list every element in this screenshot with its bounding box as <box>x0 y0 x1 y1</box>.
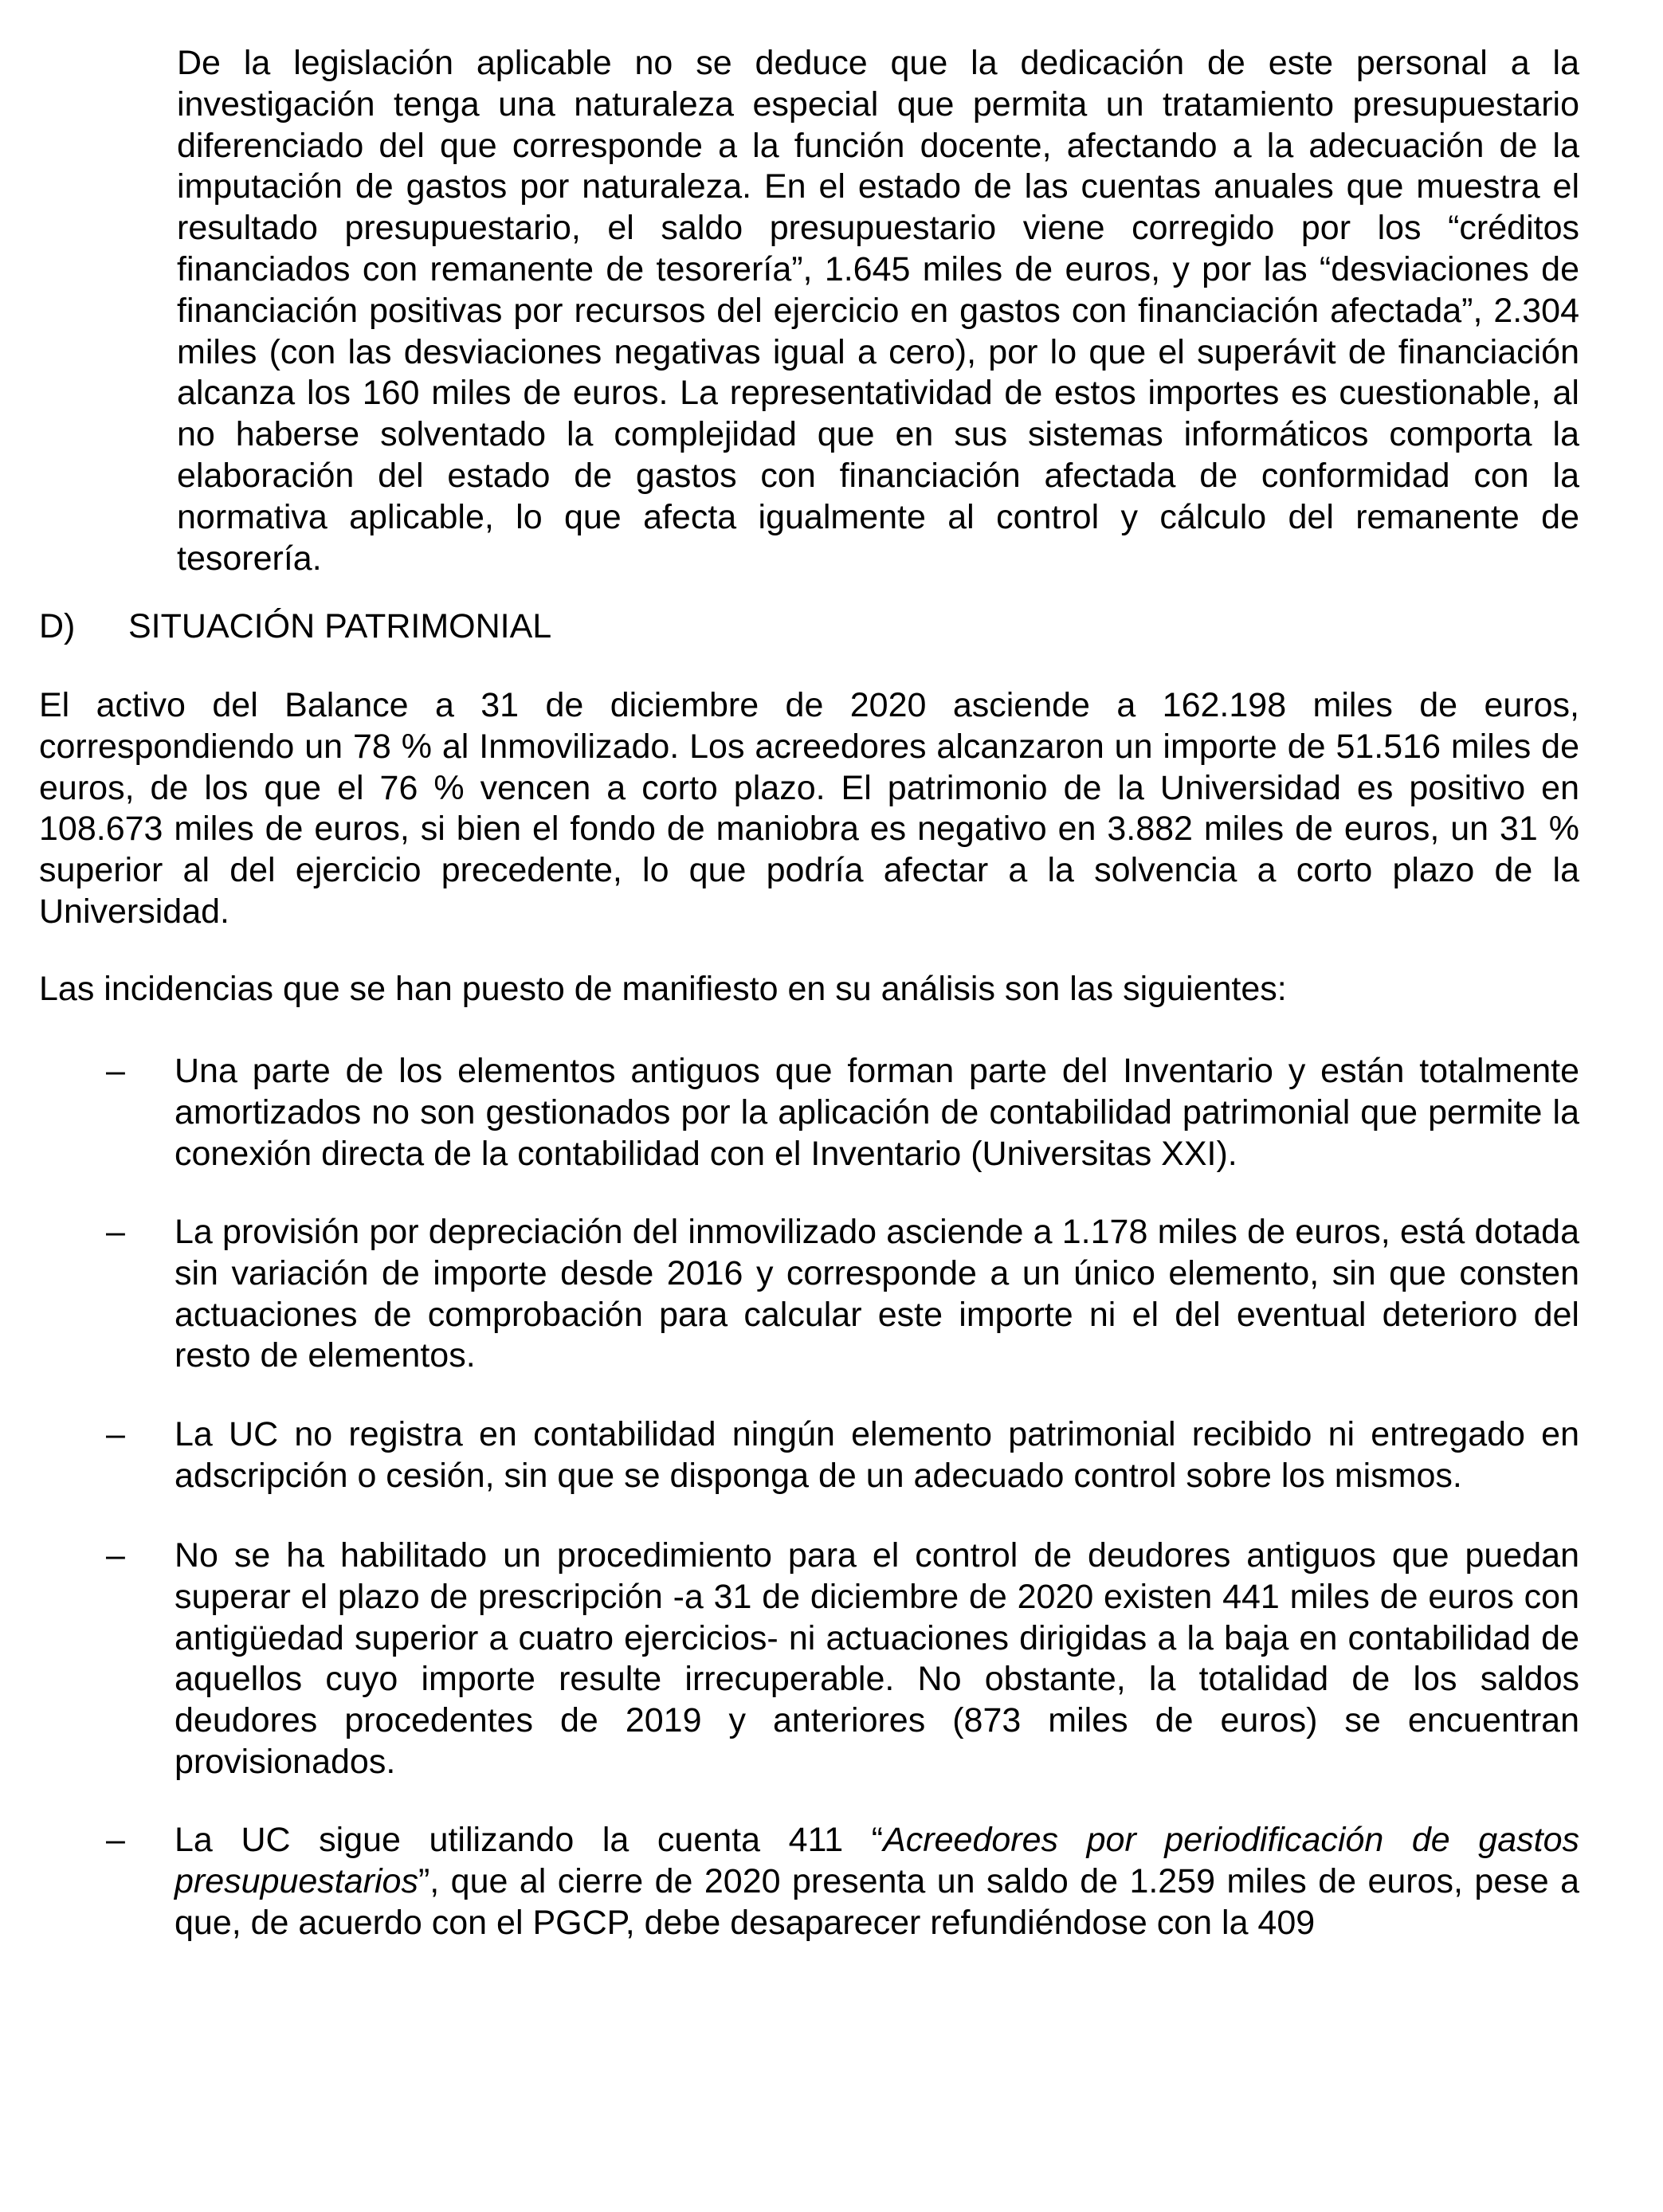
list-item-text <box>175 1820 1579 1943</box>
intro-paragraph: De la legislación aplicable no se deduce que la dedicación de este personal a la investigación tenga una naturaleza especial que permita un tratamiento presupuestario diferenciado del que corresponde a la función docente, afectando a la adecuación de la imputación de gastos por naturaleza. En el estado de las cuentas anuales que muestra el resultado presupuestario, el saldo presupuestario viene corregido por los “créditos financiados con remanente de tesorería”, 1.645 miles de euros, y por las “desviaciones de financiación positivas por recursos del ejercicio en gastos con financiación afectada”, 2.304 miles (con las desviaciones negativas igual a cero), por lo que el superávit de financiación alcanza los 160 miles de euros. La representatividad de estos importes es cuestionable, al no haberse solventado la complejidad que en sus sistemas informáticos comporta la elaboración del estado de gastos con financiación afectada de conformidad con la normativa aplicable, lo que afecta igualmente al control y cálculo del remanente de tesorería. <box>177 44 1579 578</box>
bullet-dash: – <box>106 1536 125 1575</box>
bullet-dash: – <box>106 1052 125 1090</box>
incidencias-intro: Las incidencias que se han puesto de manifiesto en su análisis son las siguientes: <box>39 970 1287 1008</box>
account-name-italic: Acreedores por periodificación de gastos presupuestarios <box>175 1821 1580 1900</box>
section-title: SITUACIÓN PATRIMONIAL <box>128 607 552 645</box>
bullet-dash: – <box>106 1415 125 1453</box>
list-item-text: La UC no registra en contabilidad ningún elemento patrimonial recibido ni entregado en adscripción o cesión, sin que se disponga de un adecuado control sobre los mismos. <box>175 1415 1579 1495</box>
list-item-text: Una parte de los elementos antiguos que forman parte del Inventario y están totalmente amortizados no son gestionados por la aplicación de contabilidad patrimonial que permite la conexión directa de la contabilidad con el Inventario (Universitas XXI). <box>175 1052 1579 1173</box>
list-item-text: No se ha habilitado un procedimiento para el control de deudores antiguos que puedan superar el plazo de prescripción -a 31 de diciembre de 2020 existen 441 miles de euros con antigüedad superior a cuatro ejercicios- ni actuaciones dirigidas a la baja en contabilidad de aquellos cuyo importe resulte irrecuperable. No obstante, la totalidad de los saldos deudores procedentes de 2019 y anteriores (873 miles de euros) se encuentran provisionados. <box>175 1536 1579 1781</box>
list-item-text: La provisión por depreciación del inmovilizado asciende a 1.178 miles de euros, está dotada sin variación de importe desde 2016 y corresponde a un único elemento, sin que consten actuaciones de comprobación para calcular este importe ni el del eventual deterioro del resto de elementos. <box>175 1213 1579 1375</box>
section-heading <box>39 606 551 647</box>
balance-paragraph: El activo del Balance a 31 de diciembre de 2020 asciende a 162.198 miles de euros, correspondiendo un 78 % al Inmovilizado. Los acreedores alcanzaron un importe de 51.516 miles de euros, de los que el 76 % vencen a corto plazo. El patrimonio de la Universidad es positivo en 108.673 miles de euros, si bien el fondo de maniobra es negativo en 3.882 miles de euros, un 31 % superior al del ejercicio precedente, lo que podría afectar a la solvencia a corto plazo de la Universidad. <box>39 686 1579 931</box>
bullet-dash: – <box>106 1213 125 1251</box>
account-text-after: ”, que al cierre de 2020 presenta un saldo de 1.259 miles de euros, pese a que, de acuerdo con el PGCP, debe desaparecer refundiéndose con la 409 <box>175 1861 1579 1942</box>
bullet-dash: – <box>106 1821 125 1859</box>
section-letter: D) <box>39 607 76 645</box>
account-text-before: La UC sigue utilizando la cuenta 411 “ <box>175 1821 884 1859</box>
